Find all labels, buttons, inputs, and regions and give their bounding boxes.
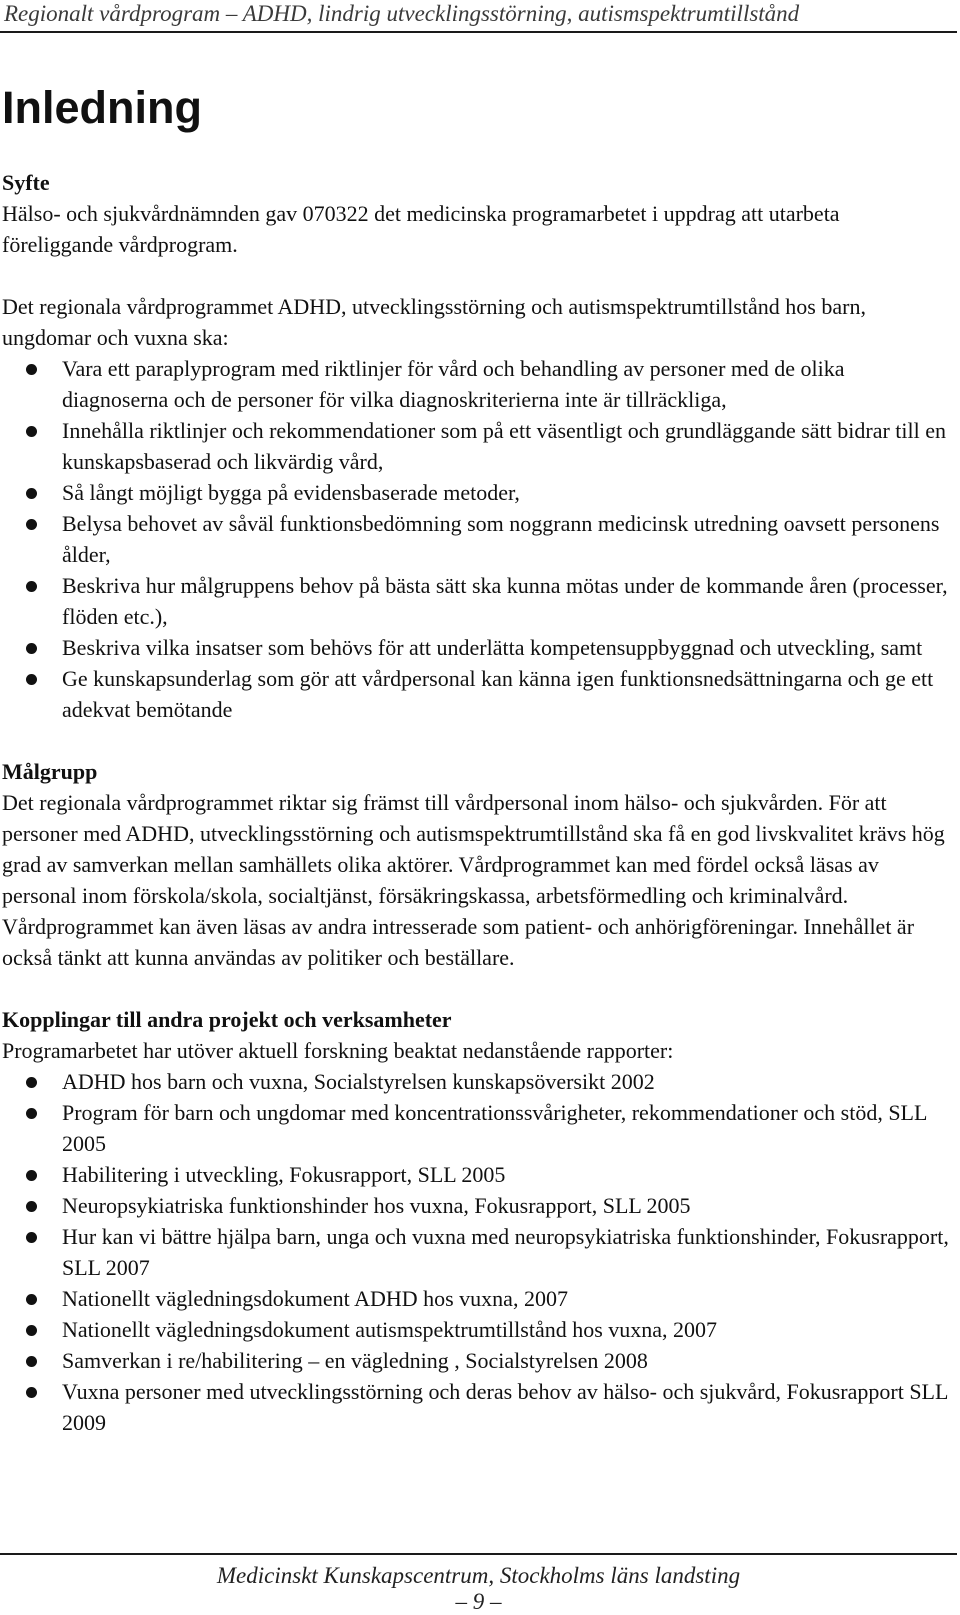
bullet-icon xyxy=(26,1387,37,1398)
section-heading-kopplingar: Kopplingar till andra projekt och verksamheter xyxy=(2,1007,452,1032)
list-item xyxy=(2,1314,956,1345)
bullet-icon xyxy=(26,1201,37,1212)
footer-rule xyxy=(0,1553,957,1555)
section-malgrupp xyxy=(2,756,956,973)
list-item xyxy=(2,632,956,663)
list-item-text: Program för barn och ungdomar med koncentrationssvårigheter, rekommendationer och stöd, SLL 2005 xyxy=(62,1100,927,1156)
list-item-text: Vuxna personer med utvecklingsstörning och deras behov av hälso- och sjukvård, Fokusrapport SLL 2009 xyxy=(62,1379,948,1435)
section-syfte xyxy=(2,167,956,725)
list-item xyxy=(2,1283,956,1314)
list-item xyxy=(2,570,956,632)
list-item xyxy=(2,663,956,725)
list-item-text: Hur kan vi bättre hjälpa barn, unga och vuxna med neuropsykiatriska funktionshinder, Fokusrapport, SLL 2007 xyxy=(62,1224,949,1280)
bullet-icon xyxy=(26,1232,37,1243)
list-item xyxy=(2,353,956,415)
list-item xyxy=(2,415,956,477)
bullet-icon xyxy=(26,1294,37,1305)
bullet-icon xyxy=(26,1108,37,1119)
list-item-text: Innehålla riktlinjer och rekommendationer som på ett väsentligt och grundläggande sätt bidrar till en kunskapsbaserad och likvärdig vård, xyxy=(62,418,947,474)
page-number: – 9 – xyxy=(455,1589,502,1614)
syfte-intro: Det regionala vårdprogrammet ADHD, utvecklingsstörning och autismspektrumtillstånd hos barn, ungdomar och vuxna ska: xyxy=(2,294,866,350)
section-heading-syfte: Syfte xyxy=(2,170,50,195)
bullet-icon xyxy=(26,519,37,530)
list-item xyxy=(2,1221,956,1283)
bullet-icon xyxy=(26,1356,37,1367)
list-item-text: Beskriva hur målgruppens behov på bästa sätt ska kunna mötas under de kommande åren (processer, flöden etc.), xyxy=(62,573,948,629)
section-heading-malgrupp: Målgrupp xyxy=(2,759,98,784)
list-item xyxy=(2,1376,956,1438)
list-item xyxy=(2,1159,956,1190)
list-item-text: Nationellt vägledningsdokument ADHD hos vuxna, 2007 xyxy=(62,1286,568,1311)
list-item xyxy=(2,477,956,508)
header-rule xyxy=(0,31,957,33)
bullet-icon xyxy=(26,364,37,375)
list-item-text: Nationellt vägledningsdokument autismspektrumtillstånd hos vuxna, 2007 xyxy=(62,1317,718,1342)
list-item-text: Beskriva vilka insatser som behövs för att underlätta kompetensuppbyggnad och utveckling, samt xyxy=(62,635,923,660)
syfte-paragraph: Hälso- och sjukvårdnämnden gav 070322 det medicinska programarbetet i uppdrag att utarbeta föreliggande vårdprogram. xyxy=(2,201,840,257)
bullet-icon xyxy=(26,426,37,437)
malgrupp-paragraph: Det regionala vårdprogrammet riktar sig främst till vårdpersonal inom hälso- och sjukvården. För att personer med ADHD, utvecklingsstörning och autismspektrumtillstånd ska få en god livskvalitet krävs hög grad av samverkan mellan samhällets olika aktörer. Vårdprogrammet kan med fördel också läsas av personal inom förskola/skola, socialtjänst, försäkringskassa, arbetsförmedling och kriminalvård. Vårdprogrammet kan även läsas av andra intresserade som patient- och anhörigföreningar. Innehållet är också tänkt att kunna användas av politiker och beställare. xyxy=(2,790,945,970)
list-item-text: Ge kunskapsunderlag som gör att vårdpersonal kan känna igen funktionsnedsättningarna och ge ett adekvat bemötande xyxy=(62,666,934,722)
list-item xyxy=(2,1190,956,1221)
bullet-icon xyxy=(26,1077,37,1088)
bullet-icon xyxy=(26,1170,37,1181)
chapter-title: Inledning xyxy=(2,82,202,133)
spacer xyxy=(2,725,956,756)
list-item xyxy=(2,1345,956,1376)
syfte-bullet-list xyxy=(2,353,956,725)
footer-organization: Medicinskt Kunskapscentrum, Stockholms läns landsting xyxy=(216,1563,741,1588)
bullet-icon xyxy=(26,643,37,654)
bullet-icon xyxy=(26,581,37,592)
bullet-icon xyxy=(26,1325,37,1336)
page-footer xyxy=(0,1563,957,1615)
page-content xyxy=(2,167,956,1438)
bullet-icon xyxy=(26,674,37,685)
list-item-text: Belysa behovet av såväl funktionsbedömning som noggrann medicinsk utredning oavsett personens ålder, xyxy=(62,511,940,567)
list-item-text: ADHD hos barn och vuxna, Socialstyrelsen kunskapsöversikt 2002 xyxy=(62,1069,655,1094)
kopplingar-intro: Programarbetet har utöver aktuell forskning beaktat nedanstående rapporter: xyxy=(2,1038,674,1063)
spacer xyxy=(2,260,956,291)
spacer xyxy=(2,973,956,1004)
list-item xyxy=(2,508,956,570)
list-item xyxy=(2,1066,956,1097)
list-item xyxy=(2,1097,956,1159)
list-item-text: Habilitering i utveckling, Fokusrapport, SLL 2005 xyxy=(62,1162,506,1187)
list-item-text: Så långt möjligt bygga på evidensbaserade metoder, xyxy=(62,480,520,505)
running-header: Regionalt vårdprogram – ADHD, lindrig utvecklingsstörning, autismspektrumtillstånd xyxy=(4,1,800,26)
kopplingar-bullet-list xyxy=(2,1066,956,1438)
list-item-text: Neuropsykiatriska funktionshinder hos vuxna, Fokusrapport, SLL 2005 xyxy=(62,1193,691,1218)
bullet-icon xyxy=(26,488,37,499)
list-item-text: Samverkan i re/habilitering – en vägledning , Socialstyrelsen 2008 xyxy=(62,1348,648,1373)
section-kopplingar xyxy=(2,1004,956,1438)
list-item-text: Vara ett paraplyprogram med riktlinjer för vård och behandling av personer med de olika diagnoserna och de personer för vilka diagnoskriterierna inte är tillräckliga, xyxy=(62,356,845,412)
